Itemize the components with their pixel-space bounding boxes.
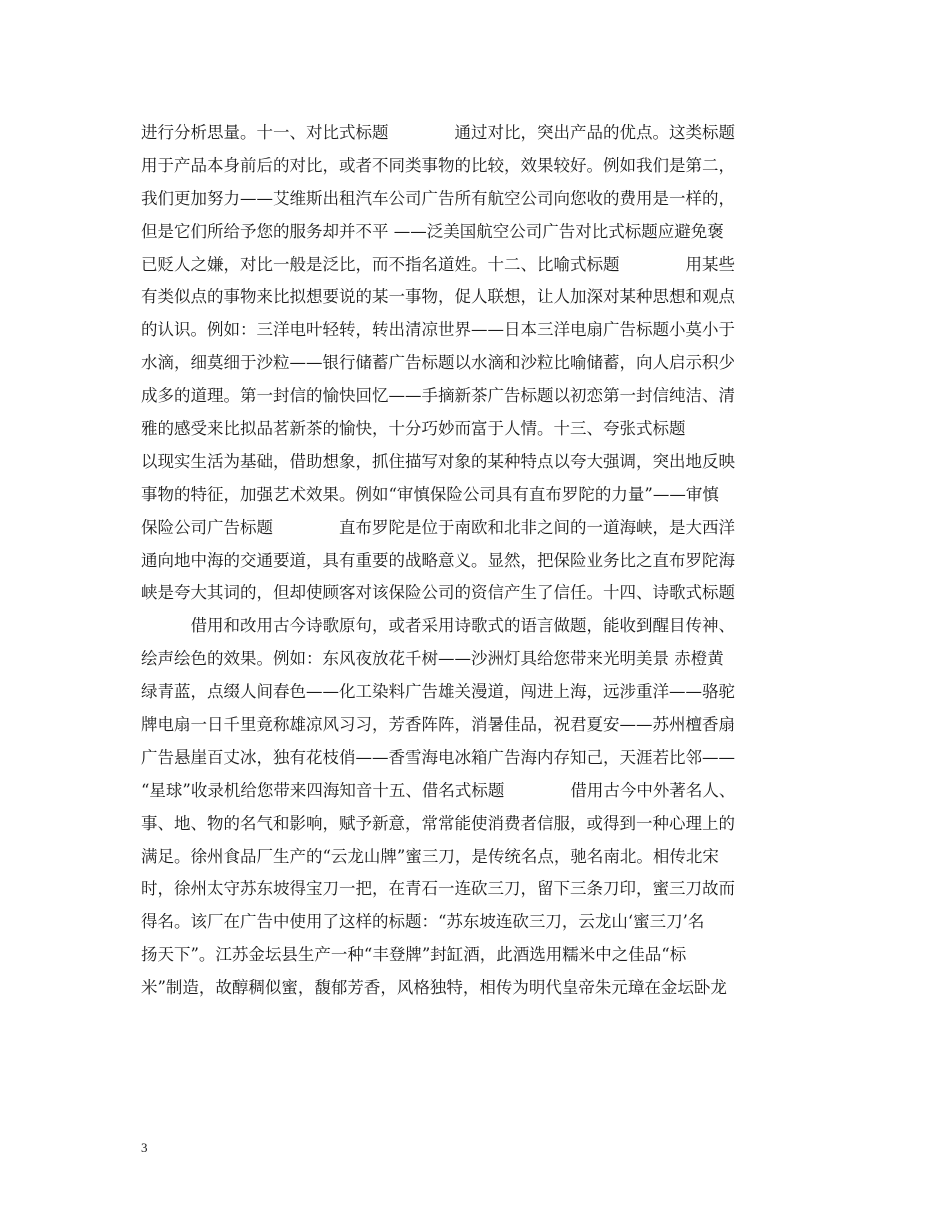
text-line: 扬天下”。江苏金坛县生产一种“丰登牌”封缸酒，此酒选用糯米中之佳品“标	[141, 945, 687, 965]
text-line: 牌电扇一日千里竟称雄凉风习习，芳香阵阵，消暑佳品，祝君夏安——苏州檀香扇	[141, 715, 735, 735]
text-line: 雅的感受来比拟品茗新茶的愉快，十分巧妙而富于人情。十三、夸张式标题	[141, 419, 686, 439]
text-line: 绿青蓝，点缀人间春色——化工染料广告雄关漫道，闯进上海，远涉重洋——骆驼	[141, 682, 735, 702]
text-line: 保险公司广告标题 直布罗陀是位于南欧和北非之间的一道海峡，是大西洋	[141, 517, 735, 537]
text-line: 有类似点的事物来比拟想要说的某一事物，促人联想，让人加深对某种思想和观点	[141, 287, 735, 307]
text-line: 的认识。例如：三洋电叶轻转，转出清凉世界——日本三洋电扇广告标题小莫小于	[141, 320, 735, 340]
text-line: 得名。该厂在广告中使用了这样的标题：“苏东坡连砍三刀，云龙山‘蜜三刀’名	[141, 912, 705, 932]
text-line: 成多的道理。第一封信的愉快回忆——手摘新茶广告标题以初恋第一封信纯洁、清	[141, 386, 735, 406]
text-line: 进行分析思量。十一、对比式标题 通过对比，突出产品的优点。这类标题	[141, 123, 735, 142]
text-line: 我们更加努力——艾维斯出租汽车公司广告所有航空公司向您收的费用是一样的，	[141, 188, 735, 208]
text-line: “星球”收录机给您带来四海知音十五、借名式标题 借用古今中外著名人、	[141, 780, 736, 800]
text-line: 绘声绘色的效果。例如：东风夜放花千树——沙洲灯具给您带来光明美景 赤橙黄	[141, 649, 724, 669]
text-line: 通向地中海的交通要道，具有重要的战略意义。显然，把保险业务比之直布罗陀海	[141, 550, 735, 570]
text-line: 水滴，细莫细于沙粒——银行储蓄广告标题以水滴和沙粒比喻储蓄，向人启示积少	[141, 353, 735, 373]
text-line: 以现实生活为基础，借助想象，抓住描写对象的某种特点以夸大强调，突出地反映	[141, 451, 735, 471]
text-line: 事物的特征，加强艺术效果。例如“审慎保险公司具有直布罗陀的力量”——审慎	[141, 484, 719, 504]
text-line: 时，徐州太守苏东坡得宝刀一把，在青石一连砍三刀，留下三条刀印，蜜三刀故而	[141, 879, 735, 899]
text-line: 用于产品本身前后的对比，或者不同类事物的比较，效果较好。例如我们是第二，	[141, 155, 735, 175]
text-line: 事、地、物的名气和影响，赋予新意，常常能使消费者信服，或得到一种心理上的	[141, 813, 735, 833]
text-line: 但是它们所给予您的服务却并不平 ——泛美国航空公司广告对比式标题应避免褒	[141, 221, 724, 241]
text-line: 米”制造，故醇稠似蜜，馥郁芳香，风格独特，相传为明代皇帝朱元璋在金坛卧龙	[141, 978, 727, 998]
text-line: 广告悬崖百丈冰，独有花枝俏——香雪海电冰箱广告海内存知己，天涯若比邻——	[141, 747, 735, 767]
page-number: 3	[141, 1140, 148, 1155]
text-line: 峡是夸大其词的，但却使顾客对该保险公司的资信产生了信任。十四、诗歌式标题	[141, 583, 735, 603]
text-line: 已贬人之嫌，对比一般是泛比，而不指名道姓。十二、比喻式标题 用某些	[141, 254, 735, 274]
body-text	[141, 117, 821, 1005]
text-line: 满足。徐州食品厂生产的“云龙山牌”蜜三刀，是传统名点，驰名南北。相传北宋	[141, 846, 719, 866]
text-line: 借用和改用古今诗歌原句，或者采用诗歌式的语言做题，能收到醒目传神、	[141, 616, 735, 636]
